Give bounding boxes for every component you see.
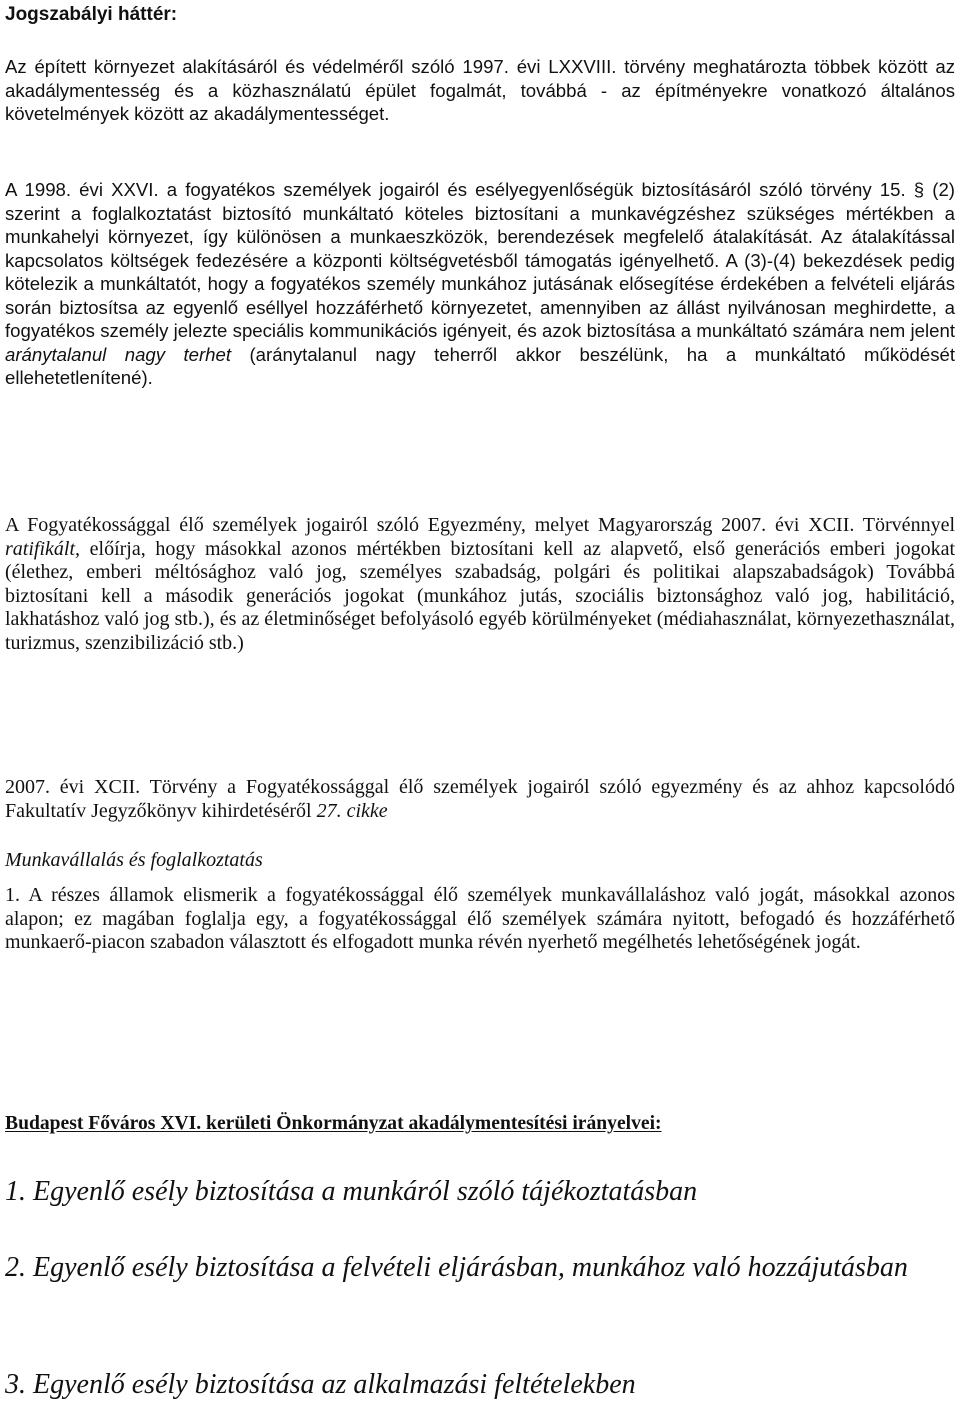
guideline-item-2: 2. Egyenlő esély biztosítása a felvételi eljárásban, munkához való hozzájutásban <box>5 1252 908 1283</box>
paragraph-law-1998-end: (aránytalanul nagy teherről akkor beszélünk, ha a munkáltató működését ellehetetlenítené). <box>5 343 956 388</box>
paragraph-convention-emphasis: ratifikált, <box>5 537 80 560</box>
paragraph-law-1998-emphasis: aránytalanul nagy terhet <box>5 343 232 365</box>
paragraph-law-2007 <box>5 776 955 823</box>
paragraph-convention-start: A Fogyatékossággal élő személyek jogairól szóló Egyezmény, melyet Magyarország 2007. évi XCII. Törvénnyel <box>5 514 955 536</box>
paragraph-law-1997: Az épített környezet alakításáról és védelméről szóló 1997. évi LXXVIII. törvény meghatározta többek között az akadálymentesség és a közhasználatú épület fogalmát, továbbá - az építményekre vonatkozó általános követelmények között az akadálymentességet. <box>5 56 955 124</box>
guideline-item-1: 1. Egyenlő esély biztosítása a munkáról szóló tájékoztatásban <box>5 1176 698 1207</box>
paragraph-law-2007-article: 27. cikke <box>316 799 388 822</box>
paragraph-law-1998 <box>5 178 955 390</box>
paragraph-article-point-1: 1. A részes államok elismerik a fogyatékossággal élő személyek munkavállaláshoz való jogát, másokkal azonos alapon; ez magában foglalja egy, a fogyatékossággal élő személyek számára nyitott, befogadó és hozzáférhető munkaerő-piacon szabadon választott és elfogadott munka révén nyerhető megélhetés lehetőségének jogát. <box>5 884 955 953</box>
section-title: Budapest Főváros XVI. kerületi Önkormányzat akadálymentesítési irányelvei: <box>5 1113 662 1134</box>
paragraph-law-2007-text: 2007. évi XCII. Törvény a Fogyatékossággal élő személyek jogairól szóló egyezmény és az ahhoz kapcsolódó Fakultatív Jegyzőkönyv kihirdetéséről <box>5 776 955 822</box>
paragraph-convention <box>5 514 955 655</box>
guideline-item-3: 3. Egyenlő esély biztosítása az alkalmazási feltételekben <box>5 1369 636 1400</box>
page-heading: Jogszabályi háttér: <box>5 4 178 25</box>
paragraph-law-1998-text: A 1998. évi XXVI. a fogyatékos személyek jogairól és esélyegyenlőségük biztosításáról szóló törvény 15. § (2) szerint a foglalkoztatást biztosító munkáltató köteles biztosítani a munkavégzéshez szükséges mértékben a munkahelyi környezet, így különösen a munkaeszközök, berendezések megfelelő átalakítását. Az átalakítással kapcsolatos költségek fedezésére a központi költségvetésből támogatás igényelhető. A (3)-(4) bekezdések pedig kötelezik a munkáltatót, hogy a fogyatékos személy munkához jutásának elősegítése érdekében a felvételi eljárás során biztosítsa az egyenlő eséllyel hozzáférhető környezetet, amennyiben az állást nyilvánosan meghirdette, a fogyatékos személy jelezte speciális kommunikációs igényeit, és azok biztosítása a munkáltató számára nem jelent <box>5 179 955 341</box>
paragraph-convention-end: előírja, hogy másokkal azonos mértékben biztosítani kell az alapvető, első generációs emberi jogokat (élethez, emberi méltósághoz való jog, személyes szabadság, polgári és politikai alapszabadságok) Továbbá biztosítani kell a második generációs jogokat (munkához jutás, szociális biztonsághoz való jog, habilitáció, lakhatáshoz való jog stb.), és az életminőséget befolyásoló egyéb körülményeket (médiahasználat, környezethasználat, turizmus, szenzibilizáció stb.) <box>5 537 955 654</box>
article-subheading: Munkavállalás és foglalkoztatás <box>5 849 263 871</box>
